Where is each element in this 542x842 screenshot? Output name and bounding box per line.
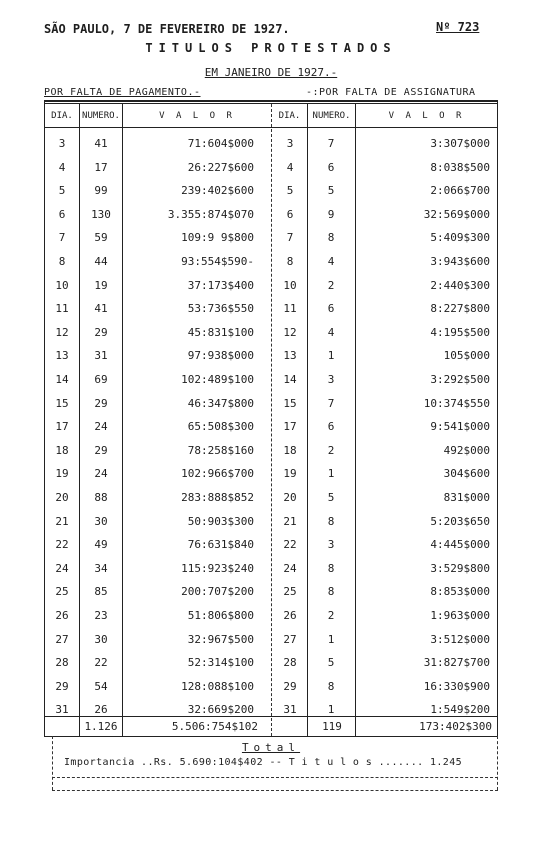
cell-numero: 29 xyxy=(94,444,108,457)
cell-dia: 25 xyxy=(283,585,297,598)
cell-dia: 25 xyxy=(55,585,69,598)
cell-valor: 8:038$500 xyxy=(430,161,490,174)
cell-valor: 3:307$000 xyxy=(430,137,490,150)
cell-valor: 239:402$600 xyxy=(181,184,254,197)
cell-valor: 3:529$800 xyxy=(430,562,490,575)
cell-numero: 1 xyxy=(327,633,335,646)
cell-dia: 14 xyxy=(55,373,69,386)
cell-dia: 13 xyxy=(283,349,297,362)
subtotal-numero-left: 1.126 xyxy=(84,720,118,733)
cell-numero: 29 xyxy=(94,397,108,410)
col-header-valor-right: V A L O R xyxy=(388,111,465,121)
cell-valor: 200:707$200 xyxy=(181,585,254,598)
cell-numero: 26 xyxy=(94,703,108,716)
cell-valor: 97:938$000 xyxy=(187,349,254,362)
cell-dia: 3 xyxy=(58,137,66,150)
cell-dia: 26 xyxy=(55,609,69,622)
cell-valor: 831$000 xyxy=(443,491,490,504)
cell-numero: 88 xyxy=(94,491,108,504)
cell-numero: 85 xyxy=(94,585,108,598)
cell-numero: 6 xyxy=(327,420,335,433)
cell-valor: 5:203$650 xyxy=(430,515,490,528)
cell-numero: 49 xyxy=(94,538,108,551)
cell-numero: 130 xyxy=(91,208,111,221)
cell-numero: 7 xyxy=(327,137,335,150)
cell-dia: 22 xyxy=(55,538,69,551)
cell-dia: 12 xyxy=(55,326,69,339)
cell-dia: 17 xyxy=(283,420,297,433)
cell-valor: 32:569$000 xyxy=(423,208,490,221)
col-header-numero-right: NUMERO. xyxy=(312,111,351,121)
cell-numero: 9 xyxy=(327,208,335,221)
footer-dashed-side xyxy=(52,736,53,790)
cell-numero: 31 xyxy=(94,349,108,362)
document-number: Nº 723 xyxy=(436,20,480,34)
cell-dia: 31 xyxy=(283,703,297,716)
cell-numero: 19 xyxy=(94,279,108,292)
cell-valor: 3:943$600 xyxy=(430,255,490,268)
footer-dashed-rule xyxy=(52,777,498,778)
cell-numero: 44 xyxy=(94,255,108,268)
cell-valor: 109:9 9$800 xyxy=(181,231,254,244)
cell-valor: 46:347$800 xyxy=(187,397,254,410)
cell-valor: 32:967$500 xyxy=(187,633,254,646)
section-label-pagamento: POR FALTA DE PAGAMENTO.- xyxy=(44,87,201,98)
col-header-dia-left: DIA. xyxy=(51,111,73,121)
cell-dia: 20 xyxy=(283,491,297,504)
cell-numero: 24 xyxy=(94,420,108,433)
subtotal-valor-left: 5.506:754$102 xyxy=(171,720,258,733)
col-rule-dashed xyxy=(271,104,272,736)
table-top-rule xyxy=(44,100,498,102)
cell-valor: 3.355:874$070 xyxy=(167,208,254,221)
cell-dia: 31 xyxy=(55,703,69,716)
cell-dia: 12 xyxy=(283,326,297,339)
cell-valor: 53:736$550 xyxy=(187,302,254,315)
city-date: SÃO PAULO, 7 DE FEVEREIRO DE 1927. xyxy=(44,22,290,36)
cell-valor: 26:227$600 xyxy=(187,161,254,174)
cell-numero: 5 xyxy=(327,656,335,669)
cell-dia: 19 xyxy=(283,467,297,480)
col-header-valor-left: V A L O R xyxy=(159,111,235,121)
cell-numero: 8 xyxy=(327,585,335,598)
cell-numero: 3 xyxy=(327,538,335,551)
cell-numero: 41 xyxy=(94,302,108,315)
cell-valor: 105$000 xyxy=(443,349,490,362)
cell-dia: 29 xyxy=(283,680,297,693)
cell-dia: 18 xyxy=(55,444,69,457)
footer-dashed-rule xyxy=(52,790,498,791)
col-header-numero-left: NUMERO. xyxy=(82,111,120,121)
cell-dia: 21 xyxy=(55,515,69,528)
subtotal-bottom-rule xyxy=(44,736,498,737)
cell-numero: 6 xyxy=(327,302,335,315)
cell-dia: 8 xyxy=(286,255,294,268)
subtotal-numero-right: 119 xyxy=(322,720,342,733)
cell-dia: 27 xyxy=(283,633,297,646)
cell-dia: 7 xyxy=(286,231,294,244)
cell-numero: 41 xyxy=(94,137,108,150)
cell-valor: 1:549$200 xyxy=(430,703,490,716)
cell-valor: 492$000 xyxy=(443,444,490,457)
cell-numero: 7 xyxy=(327,397,335,410)
cell-numero: 30 xyxy=(94,633,108,646)
cell-numero: 1 xyxy=(327,467,335,480)
cell-valor: 16:330$900 xyxy=(423,680,490,693)
cell-valor: 76:631$840 xyxy=(187,538,254,551)
cell-dia: 21 xyxy=(283,515,297,528)
cell-numero: 6 xyxy=(327,161,335,174)
cell-dia: 4 xyxy=(58,161,66,174)
cell-valor: 3:512$000 xyxy=(430,633,490,646)
cell-valor: 31:827$700 xyxy=(423,656,490,669)
cell-valor: 9:541$000 xyxy=(430,420,490,433)
cell-dia: 24 xyxy=(283,562,297,575)
cell-numero: 8 xyxy=(327,680,335,693)
cell-numero: 8 xyxy=(327,515,335,528)
cell-valor: 65:508$300 xyxy=(187,420,254,433)
cell-dia: 28 xyxy=(283,656,297,669)
cell-numero: 99 xyxy=(94,184,108,197)
cell-valor: 51:806$800 xyxy=(187,609,254,622)
cell-dia: 18 xyxy=(283,444,297,457)
cell-dia: 27 xyxy=(55,633,69,646)
cell-numero: 2 xyxy=(327,609,335,622)
cell-numero: 1 xyxy=(327,349,335,362)
section-label-assignatura: -:POR FALTA DE ASSIGNATURA xyxy=(306,87,476,98)
cell-numero: 3 xyxy=(327,373,335,386)
cell-valor: 8:853$000 xyxy=(430,585,490,598)
cell-valor: 4:195$500 xyxy=(430,326,490,339)
cell-dia: 17 xyxy=(55,420,69,433)
cell-numero: 34 xyxy=(94,562,108,575)
cell-numero: 69 xyxy=(94,373,108,386)
cell-valor: 2:440$300 xyxy=(430,279,490,292)
cell-dia: 11 xyxy=(283,302,297,315)
col-rule xyxy=(497,100,498,736)
cell-valor: 10:374$550 xyxy=(423,397,490,410)
cell-dia: 26 xyxy=(283,609,297,622)
cell-valor: 128:088$100 xyxy=(181,680,254,693)
cell-dia: 28 xyxy=(55,656,69,669)
total-heading: Total xyxy=(241,741,301,754)
cell-numero: 17 xyxy=(94,161,108,174)
cell-valor: 3:292$500 xyxy=(430,373,490,386)
cell-dia: 5 xyxy=(286,184,294,197)
cell-valor: 2:066$700 xyxy=(430,184,490,197)
cell-dia: 10 xyxy=(283,279,297,292)
cell-valor: 52:314$100 xyxy=(187,656,254,669)
cell-valor: 8:227$800 xyxy=(430,302,490,315)
cell-valor: 283:888$852 xyxy=(181,491,254,504)
col-rule xyxy=(79,104,80,736)
cell-dia: 4 xyxy=(286,161,294,174)
cell-numero: 59 xyxy=(94,231,108,244)
cell-dia: 20 xyxy=(55,491,69,504)
cell-dia: 14 xyxy=(283,373,297,386)
cell-numero: 4 xyxy=(327,255,335,268)
cell-dia: 29 xyxy=(55,680,69,693)
col-header-dia-right: DIA. xyxy=(278,111,301,121)
cell-valor: 45:831$100 xyxy=(187,326,254,339)
subtotal-valor-right: 173:402$300 xyxy=(419,720,492,733)
document-subtitle: EM JANEIRO DE 1927.- xyxy=(204,66,338,79)
cell-dia: 11 xyxy=(55,302,69,315)
cell-dia: 5 xyxy=(58,184,66,197)
col-rule xyxy=(44,100,45,736)
cell-dia: 6 xyxy=(286,208,294,221)
cell-valor: 32:669$200 xyxy=(187,703,254,716)
cell-valor: 78:258$160 xyxy=(187,444,254,457)
footer-dashed-side xyxy=(497,736,498,790)
cell-valor: 4:445$000 xyxy=(430,538,490,551)
cell-dia: 15 xyxy=(283,397,297,410)
cell-dia: 22 xyxy=(283,538,297,551)
cell-valor: 304$600 xyxy=(443,467,490,480)
cell-valor: 102:489$100 xyxy=(181,373,254,386)
cell-numero: 1 xyxy=(327,703,335,716)
cell-numero: 8 xyxy=(327,562,335,575)
cell-numero: 2 xyxy=(327,279,335,292)
cell-numero: 22 xyxy=(94,656,108,669)
cell-dia: 3 xyxy=(286,137,294,150)
cell-dia: 19 xyxy=(55,467,69,480)
cell-dia: 7 xyxy=(58,231,66,244)
cell-valor: 115:923$240 xyxy=(181,562,254,575)
col-rule xyxy=(355,104,356,736)
cell-dia: 13 xyxy=(55,349,69,362)
cell-dia: 24 xyxy=(55,562,69,575)
cell-numero: 29 xyxy=(94,326,108,339)
cell-numero: 8 xyxy=(327,231,335,244)
cell-numero: 24 xyxy=(94,467,108,480)
cell-numero: 54 xyxy=(94,680,108,693)
cell-valor: 50:903$300 xyxy=(187,515,254,528)
cell-dia: 15 xyxy=(55,397,69,410)
cell-numero: 23 xyxy=(94,609,108,622)
cell-dia: 10 xyxy=(55,279,69,292)
col-rule xyxy=(307,104,308,736)
cell-dia: 8 xyxy=(58,255,66,268)
cell-numero: 5 xyxy=(327,491,335,504)
cell-numero: 30 xyxy=(94,515,108,528)
total-summary-line: Importancia ..Rs. 5.690:104$402 -- T i t u l o s ....... 1.245 xyxy=(64,757,463,768)
cell-numero: 2 xyxy=(327,444,335,457)
document-title: TITULOS PROTESTADOS xyxy=(145,41,397,55)
cell-valor: 71:604$000 xyxy=(187,137,254,150)
cell-valor: 37:173$400 xyxy=(187,279,254,292)
cell-numero: 5 xyxy=(327,184,335,197)
cell-valor: 5:409$300 xyxy=(430,231,490,244)
cell-dia: 6 xyxy=(58,208,66,221)
cell-valor: 102:966$700 xyxy=(181,467,254,480)
cell-numero: 4 xyxy=(327,326,335,339)
cell-valor: 1:963$000 xyxy=(430,609,490,622)
cell-valor: 93:554$590- xyxy=(181,255,254,268)
